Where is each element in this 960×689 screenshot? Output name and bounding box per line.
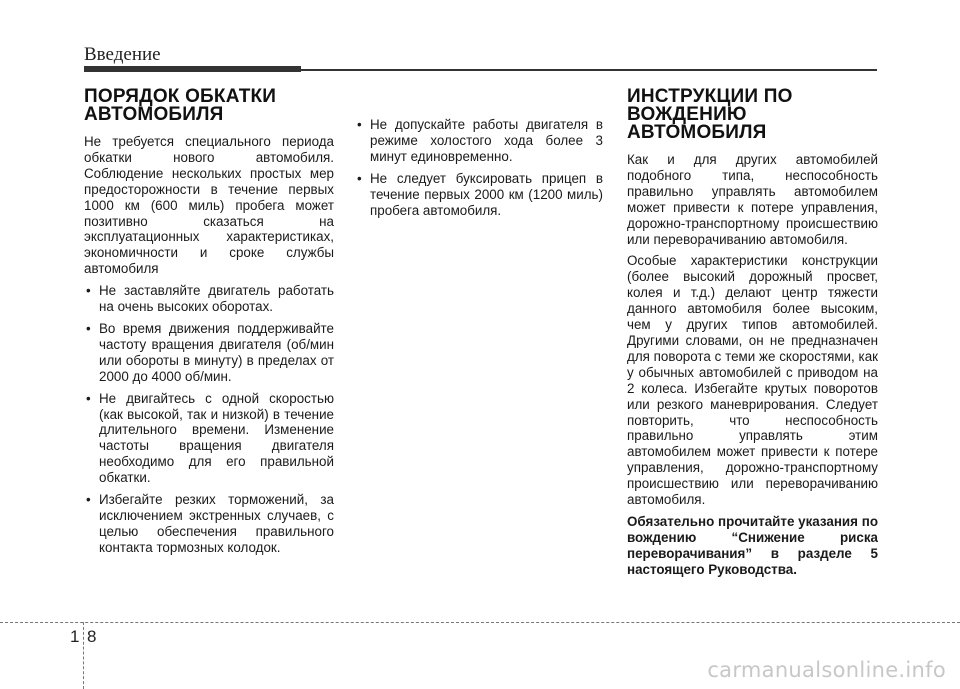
column-middle bbox=[355, 117, 603, 224]
driving-heading bbox=[627, 88, 878, 142]
page-number-section: 1 bbox=[70, 627, 80, 646]
header-bar bbox=[84, 66, 301, 72]
section-title: Введение bbox=[84, 44, 161, 65]
column-left bbox=[84, 88, 334, 562]
breakin-heading: ПОРЯДОК ОБКАТКИ АВТОМОБИЛЯ bbox=[84, 86, 277, 125]
list-item: • Не допускайте работы двигателя в режиме холостого хода более 3 минут единовременно. bbox=[355, 117, 603, 165]
watermark: carmanualsonline.info bbox=[707, 658, 946, 682]
driving-paragraph-1: Как и для других автомобилей подобного типа, неспособность правильно управлять автомобилем может привести к потере управления, дорожно-транспортному происшествию или переворачиванию автомобиля. bbox=[627, 152, 878, 247]
breakin-list-continued bbox=[355, 117, 603, 218]
list-item: • Не двигайтесь с одной скоростью (как высокой, так и низкой) в течение длительного времени. Изменение частоты вращения двигателя необходимо для его правильной обкатки. bbox=[84, 391, 334, 486]
driving-heading-line2: ВОЖДЕНИЮ АВТОМОБИЛЯ bbox=[627, 104, 767, 143]
list-item: • Во время движения поддерживайте частоту вращения двигателя (об/мин или обороты в минуту) в пределах от 2000 до 4000 об/мин. bbox=[84, 321, 334, 385]
header-rule bbox=[301, 69, 877, 71]
driving-paragraph-2: Особые характеристики конструкции (более высокий дорожный просвет, колея и т.д.) делают центр тяжести данного автомобиля более высоким, чем у других типов автомобилей. Другими словами, он не предназначен для поворота с теми же скоростями, как у обычных автомобилей с приводом на 2 колеса. Избегайте крутых поворотов или резкого маневрирования. Следует повторить, что неспособность правильно управлять этим автомобилем может привести к потере управления, дорожно-транспортному происшествию или переворачиванию автомобиля. bbox=[627, 253, 878, 508]
breakin-intro: Не требуется специального периода обкатки нового автомобиля. Соблюдение нескольких простых мер предосторожности в течение первых 1000 км (600 миль) пробега может позитивно сказаться на эксплуатационных характеристиках, экономичности и сроке службы автомобиля bbox=[84, 134, 334, 277]
footer-divider bbox=[0, 622, 960, 623]
driving-warning: Обязательно прочитайте указания по вождению “Снижение риска переворачивания” в разделе 5 настоящего Руководства. bbox=[627, 513, 878, 577]
column-right bbox=[627, 88, 878, 584]
list-item: • Избегайте резких торможений, за исключением экстренных случаев, с целью обеспечения правильного контакта тормозных колодок. bbox=[84, 492, 334, 556]
footer-vertical-divider bbox=[83, 622, 84, 689]
breakin-list bbox=[84, 283, 334, 556]
list-item: • Не следует буксировать прицеп в течение первых 2000 км (1200 миль) пробега автомобиля. bbox=[355, 171, 603, 219]
driving-heading-line1: ИНСТРУКЦИИ ПО bbox=[627, 86, 793, 107]
list-item: • Не заставляйте двигатель работать на очень высоких оборотах. bbox=[84, 283, 334, 315]
page-number-page: 8 bbox=[87, 627, 97, 646]
